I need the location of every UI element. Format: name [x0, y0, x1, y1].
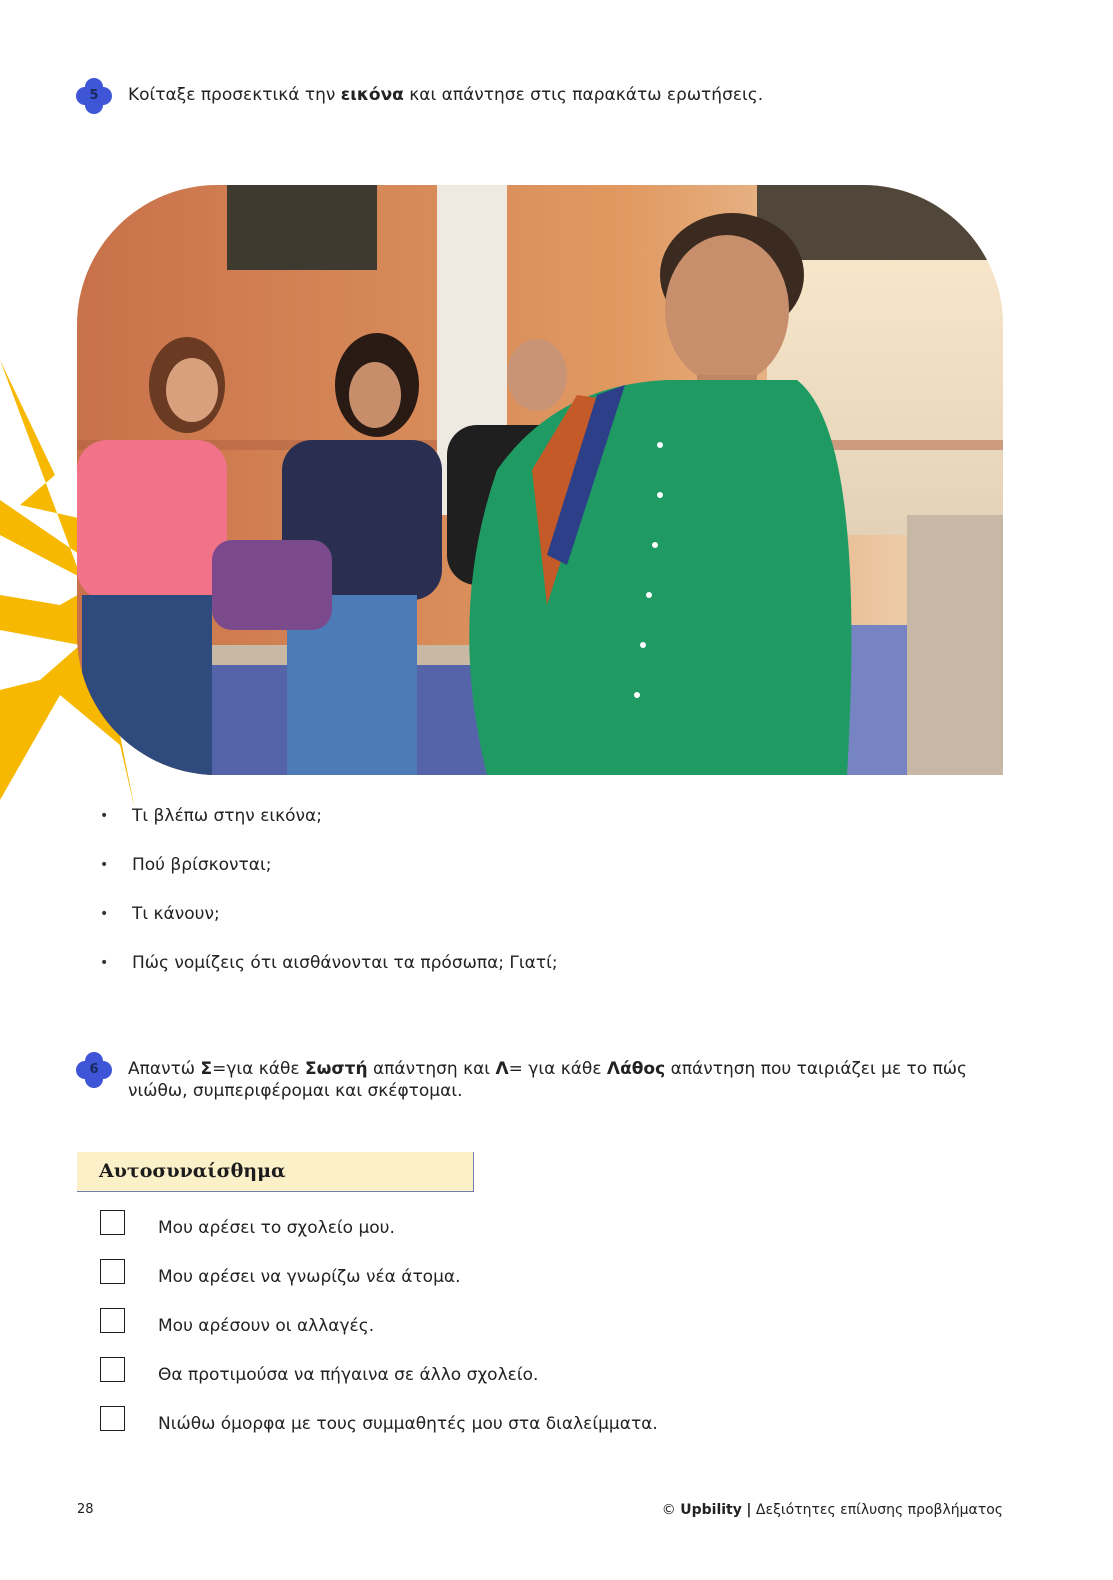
- bullet-icon: •: [100, 857, 109, 873]
- answer-checkbox[interactable]: [100, 1357, 125, 1382]
- bullet-icon: •: [100, 808, 109, 824]
- answer-checkbox[interactable]: [100, 1308, 125, 1333]
- statement-text: Μου αρέσουν οι αλλαγές.: [158, 1316, 375, 1336]
- question-text: Τι κάνουν;: [132, 904, 220, 924]
- students-photo: [77, 185, 1003, 775]
- page-number: 28: [77, 1502, 94, 1517]
- instruction-line-2: νιώθω, συμπεριφέρομαι και σκέφτομαι.: [128, 1081, 463, 1101]
- answer-checkbox[interactable]: [100, 1406, 125, 1431]
- bullet-icon: •: [100, 906, 109, 922]
- statement-text: Μου αρέσει να γνωρίζω νέα άτομα.: [158, 1267, 461, 1287]
- footer-brand: [662, 1502, 1003, 1518]
- exercise-number-badge: [74, 1050, 114, 1090]
- footer-separator: |: [746, 1502, 752, 1518]
- exercise-number-badge: [74, 76, 114, 116]
- question-text: Τι βλέπω στην εικόνα;: [132, 806, 322, 826]
- section-title: Αυτοσυναίσθημα: [77, 1152, 474, 1192]
- exercise-number: 6: [89, 1062, 99, 1077]
- instruction-line-1: Απαντώ Σ=για κάθε Σωστή απάντηση και Λ= για κάθε Λάθος απάντηση που ταιριάζει με το πώς: [128, 1059, 968, 1079]
- question-text: Πού βρίσκονται;: [132, 855, 272, 875]
- exercise-5-instruction: Κοίταξε προσεκτικά την εικόνα και απάντησε στις παρακάτω ερωτήσεις.: [128, 85, 764, 105]
- answer-checkbox[interactable]: [100, 1259, 125, 1284]
- copyright-symbol: ©: [661, 1502, 676, 1518]
- statement-text: Νιώθω όμορφα με τους συμμαθητές μου στα διαλείμματα.: [158, 1414, 658, 1434]
- exercise-6-instruction: [128, 1058, 998, 1102]
- statement-text: Μου αρέσει το σχολείο μου.: [158, 1218, 395, 1238]
- footer-title: Δεξιότητες επίλυσης προβλήματος: [755, 1502, 1003, 1518]
- question-text: Πώς νομίζεις ότι αισθάνονται τα πρόσωπα; Γιατί;: [132, 953, 558, 973]
- brand-name: Upbility: [680, 1502, 742, 1518]
- statement-text: Θα προτιμούσα να πήγαινα σε άλλο σχολείο.: [158, 1365, 539, 1385]
- answer-checkbox[interactable]: [100, 1210, 125, 1235]
- bullet-icon: •: [100, 955, 109, 971]
- photo-illustration: [77, 185, 1003, 775]
- exercise-number: 5: [89, 88, 99, 103]
